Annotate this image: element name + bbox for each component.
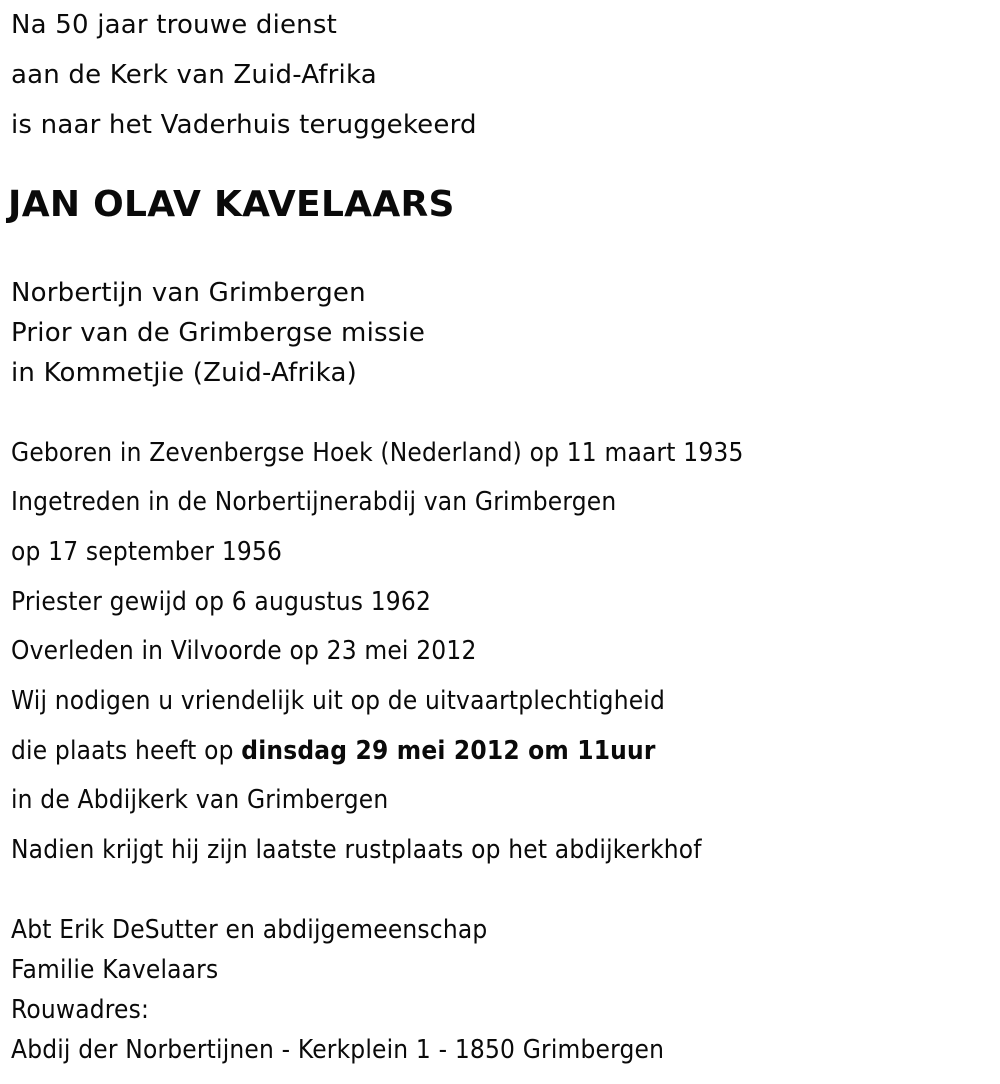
birth-line bbox=[11, 438, 825, 468]
mourning-address-label-text: Rouwadres: bbox=[11, 995, 150, 1025]
intro-line-2: aan de Kerk van Zuid-Afrika bbox=[11, 60, 377, 90]
funeral-location: in de Abdijkerk van Grimbergen bbox=[11, 785, 389, 815]
ordination-text: Priester gewijd op 6 augustus 1962 bbox=[11, 587, 432, 617]
funeral-datetime: dinsdag 29 mei 2012 om 11uur bbox=[241, 736, 656, 766]
deceased-name: JAN OLAV KAVELAARS bbox=[8, 184, 455, 225]
entry-date-line bbox=[11, 537, 312, 567]
entry-line bbox=[11, 487, 684, 517]
invitation-text: Wij nodigen u vriendelijk uit op de uitvaartplechtigheid bbox=[11, 686, 666, 716]
mourning-address bbox=[11, 1035, 737, 1065]
signatory-line-1 bbox=[11, 915, 540, 945]
funeral-datetime-line bbox=[11, 736, 727, 766]
mourning-address-text: Abdij der Norbertijnen - Kerkplein 1 - 1850 Grimbergen bbox=[11, 1035, 665, 1065]
funeral-prefix: die plaats heeft op bbox=[11, 736, 242, 766]
ordination-line bbox=[11, 587, 478, 617]
birth-text: Geboren in Zevenbergse Hoek (Nederland) op 11 maart 1935 bbox=[11, 438, 744, 468]
burial-text: Nadien krijgt hij zijn laatste rustplaats op het abdijkerkhof bbox=[11, 835, 702, 865]
title-line-1: Norbertijn van Grimbergen bbox=[11, 278, 366, 308]
invitation-line bbox=[11, 686, 738, 716]
title-line-3: in Kommetjie (Zuid-Afrika) bbox=[11, 358, 357, 388]
entry-text: Ingetreden in de Norbertijnerabdij van Grimbergen bbox=[11, 487, 617, 517]
signatory-abbey: Abt Erik DeSutter en abdijgemeenschap bbox=[11, 915, 488, 945]
intro-line-1: Na 50 jaar trouwe dienst bbox=[11, 10, 338, 40]
signatory-line-2 bbox=[11, 955, 241, 985]
burial-line bbox=[11, 835, 778, 865]
entry-date-text: op 17 september 1956 bbox=[11, 537, 283, 567]
title-line-2: Prior van de Grimbergse missie bbox=[11, 318, 426, 348]
death-line bbox=[11, 636, 528, 666]
mourning-address-label bbox=[11, 995, 164, 1025]
intro-line-3: is naar het Vaderhuis teruggekeerd bbox=[11, 110, 477, 140]
signatory-family: Familie Kavelaars bbox=[11, 955, 219, 985]
death-text: Overleden in Vilvoorde op 23 mei 2012 bbox=[11, 636, 477, 666]
funeral-location-line bbox=[11, 785, 430, 815]
